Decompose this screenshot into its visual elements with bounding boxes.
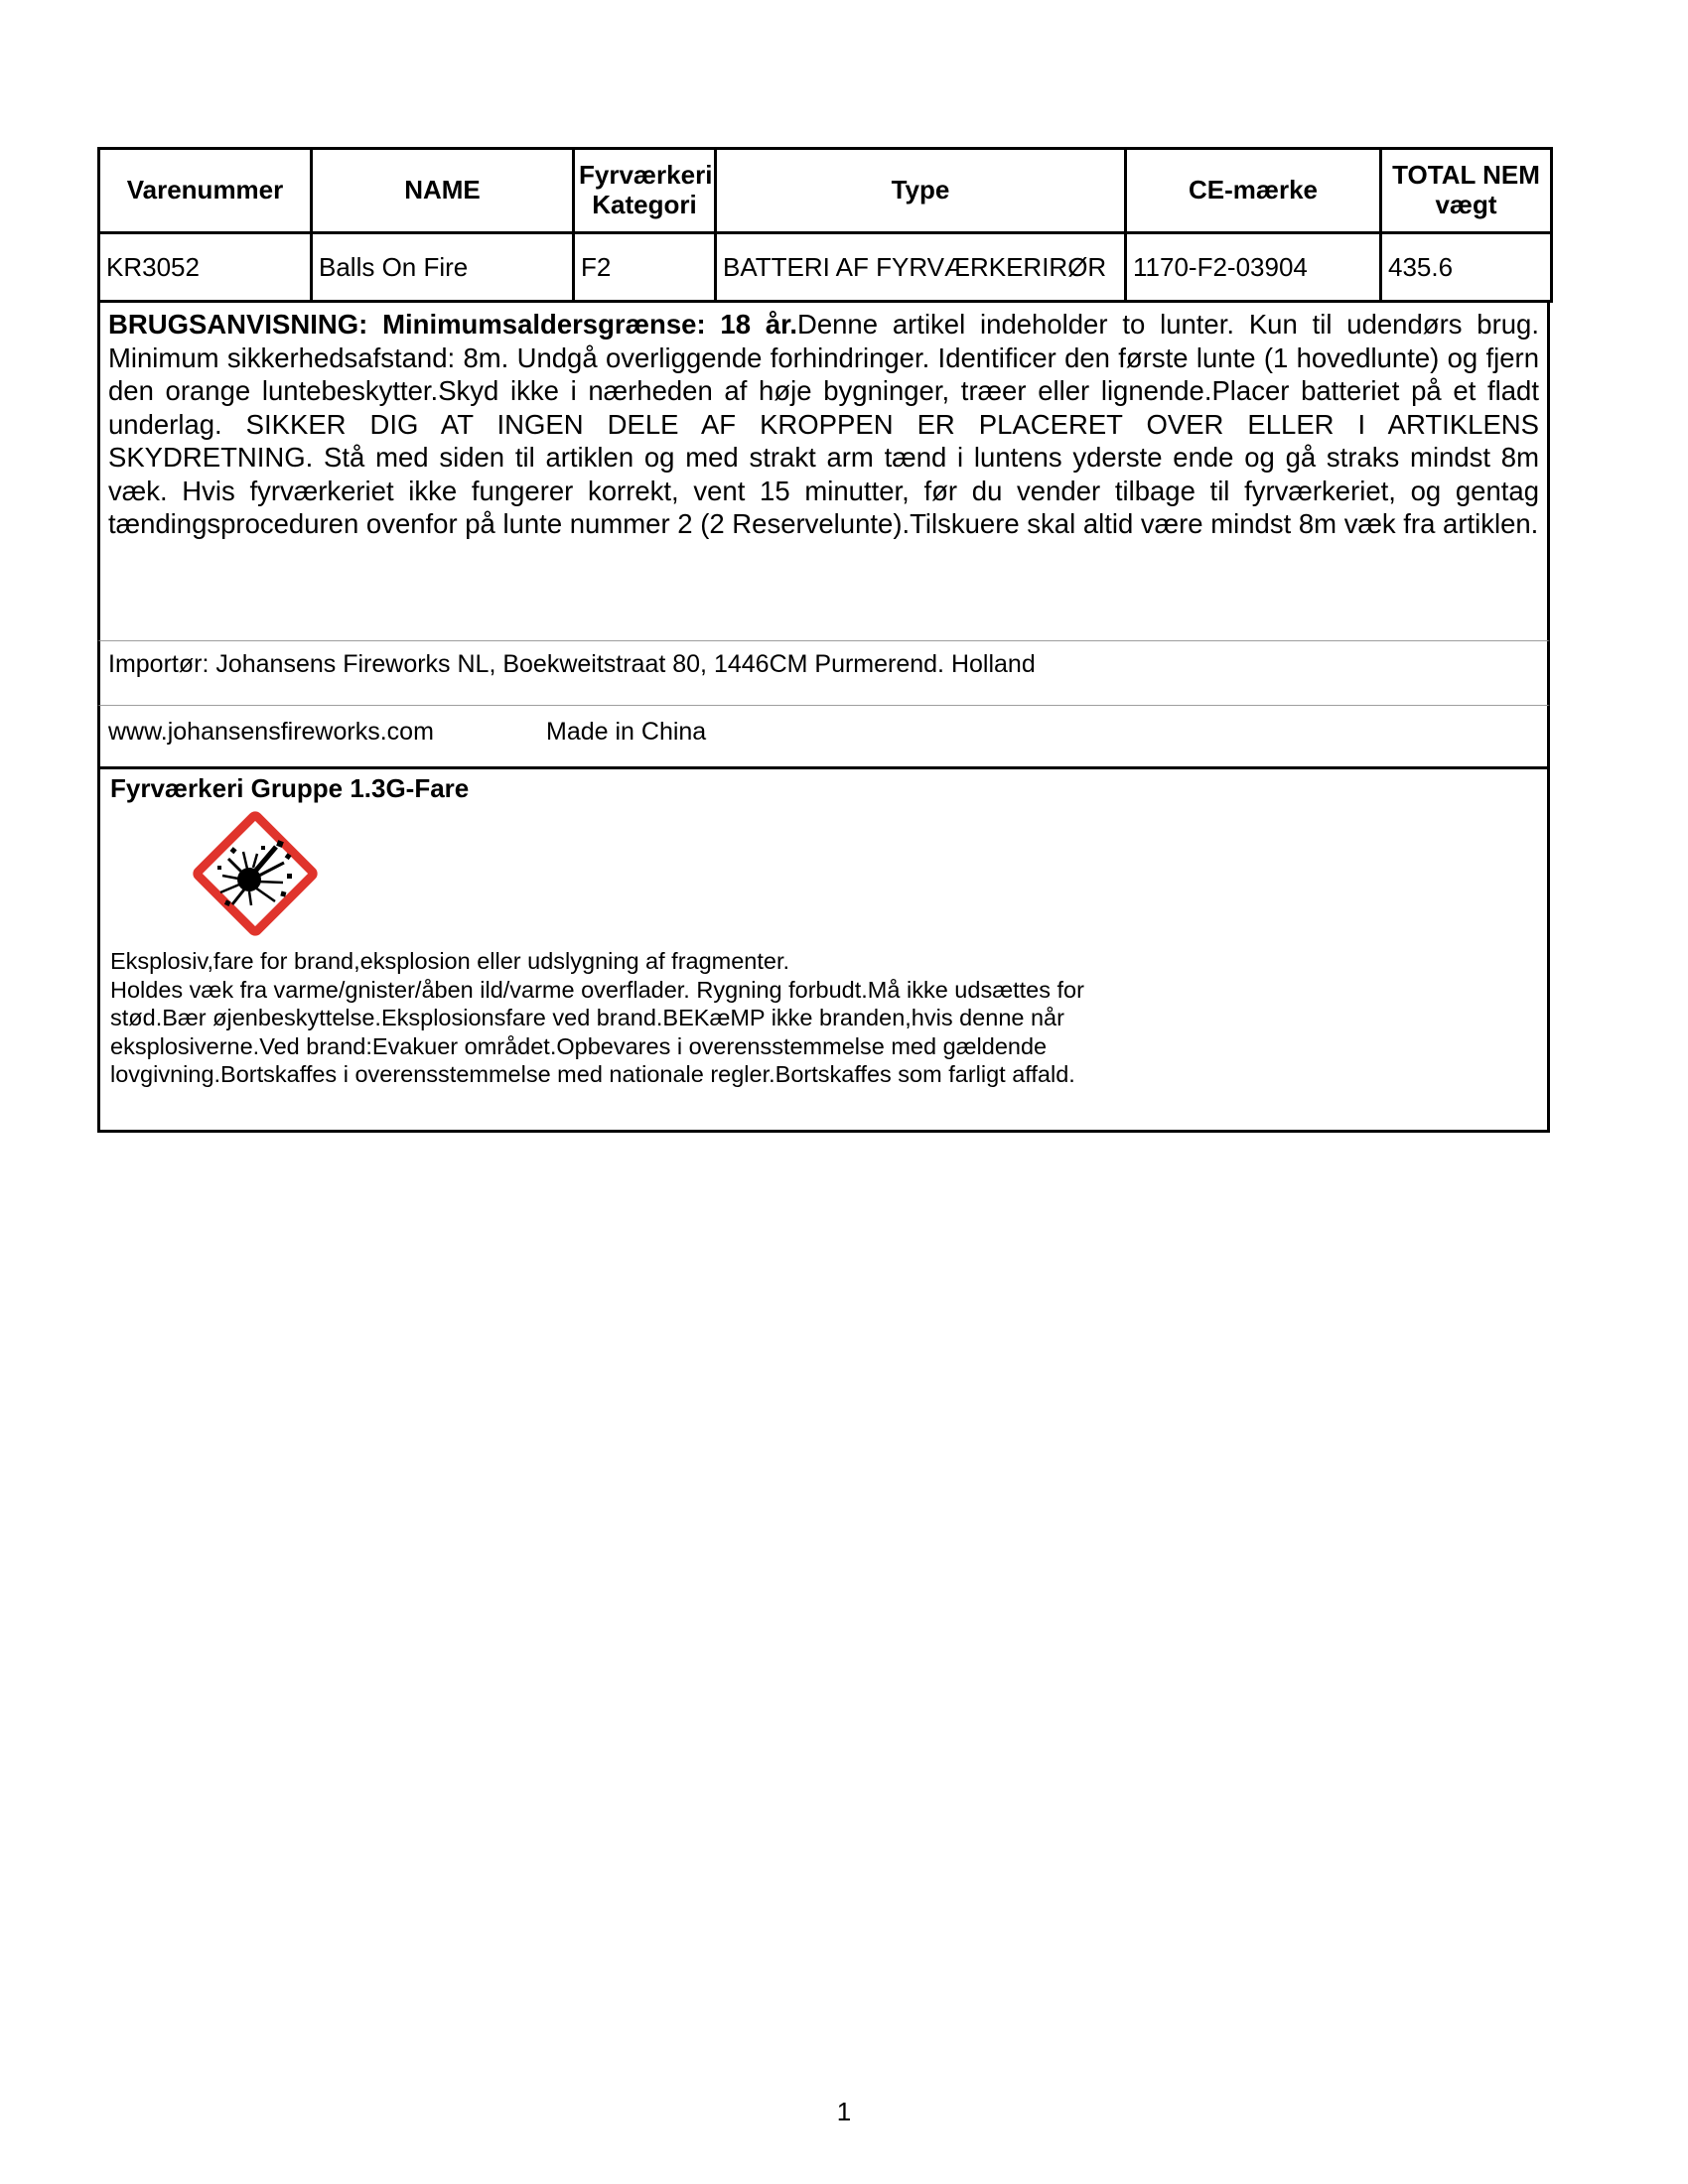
column-header-total-nem-vaegt: TOTAL NEM vægt [1381,149,1552,233]
cell-varenummer: KR3052 [99,233,312,302]
column-header-ce-maerke: CE-mærke [1126,149,1381,233]
cell-total-nem-vaegt: 435.6 [1381,233,1552,302]
cell-name: Balls On Fire [312,233,574,302]
ghs-explosive-icon [188,806,323,941]
cell-ce-maerke: 1170-F2-03904 [1126,233,1381,302]
instructions-section [97,303,1550,641]
hazard-statement: Eksplosiv,fare for brand,eksplosion eller udslygning af fragmenter. [110,948,790,974]
page-number: 1 [836,2097,852,2126]
made-in-text: Made in China [546,718,707,746]
label-document [97,147,1550,1133]
hazard-group-title: Fyrværkeri Gruppe 1.3G-Fare [110,773,470,803]
product-spec-table [97,147,1553,303]
column-header-fyrvaerkeri-kategori: Fyrværkeri Kategori [574,149,716,233]
precautionary-statements: Holdes væk fra varme/gnister/åben ild/varme overflader. Rygning forbudt.Må ikke udsættes for stød.Bær øjenbeskyttelse.Eksplosionsfare ved brand.BEKæMP ikke branden,hvis denne når eksplosiverne.Ved brand:Evakuer området.Opbevares i overensstemmelse med gældende lovgivning.Bortskaffes i overensstemmelse med nationale regler.Bortskaffes som farligt affald. [110,976,1084,1087]
cell-type: BATTERI AF FYRVÆRKERIRØR [716,233,1126,302]
hazard-section [97,766,1550,1133]
importer-section [97,641,1550,706]
website-text: www.johansensfireworks.com [108,718,434,746]
column-header-varenummer: Varenummer [99,149,312,233]
instructions-lead: BRUGSANVISNING: Minimumsaldersgrænse: 18 år. [108,309,797,340]
origin-line [100,706,1547,747]
origin-section [97,706,1550,766]
instructions-body: Denne artikel indeholder to lunter. Kun til udendørs brug. Minimum sikkerhedsafstand: 8m. Undgå overliggende forhindringer. Identificer den første lunte (1 hovedlunte) og fjern den orange luntebeskytter.Skyd ikke i nærheden af høje bygninger, træer eller lignende.Placer batteriet på et fladt underlag. SIKKER DIG AT INGEN DELE AF KROPPEN ER PLACERET OVER ELLER I ARTIKLENS SKYDRETNING. Stå med siden til artiklen og med strakt arm tænd i luntens yderste ende og gå straks mindst 8m væk. Hvis fyrværkeriet ikke fungerer korrekt, vent 15 minutter, før du vender tilbage til fyrværkeriet, og gentag tændingsproceduren ovenfor på lunte nummer 2 (2 Reservelunte).Tilskuere skal altid være mindst 8m væk fra artiklen. [108,309,1539,539]
cell-kategori: F2 [574,233,716,302]
column-header-name: NAME [312,149,574,233]
table-row [99,233,1552,302]
column-header-type: Type [716,149,1126,233]
instructions-paragraph [100,303,1547,541]
table-header-row [99,149,1552,233]
importer-text: Importør: Johansens Fireworks NL, Boekweitstraat 80, 1446CM Purmerend. Holland [108,650,1036,678]
